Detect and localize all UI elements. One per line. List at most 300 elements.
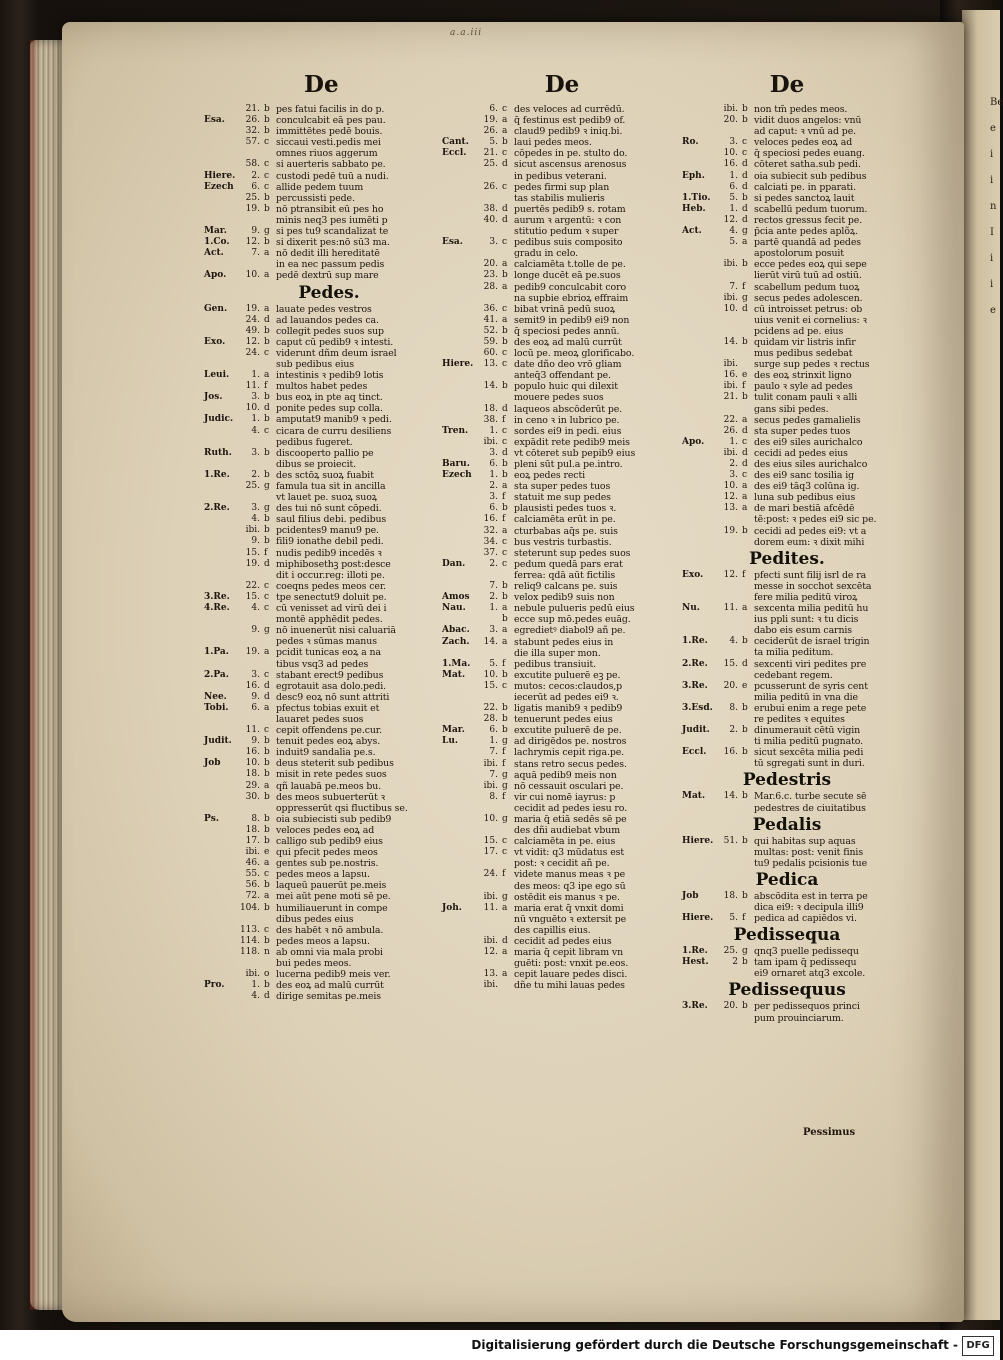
- concordance-entry: [204, 659, 454, 670]
- quotation-text: post: ꝛ cecidit añ pe.: [514, 858, 610, 870]
- concordance-entry: [682, 803, 892, 814]
- facing-page-fragment: n: [990, 201, 997, 212]
- quotation-text: viderunt dñm deum israel: [276, 347, 397, 359]
- section-letter: d: [742, 159, 748, 170]
- quotation-text: uius venit ei cornelius: ꝛ: [754, 314, 867, 326]
- chapter-number: 26.: [245, 115, 260, 126]
- book-reference: [682, 159, 716, 170]
- concordance-column-2: [442, 70, 682, 992]
- book-reference: [442, 980, 476, 991]
- section-letter: c: [264, 170, 270, 181]
- concordance-entry: [682, 171, 892, 182]
- chapter-number: [238, 614, 264, 625]
- concordance-entry: [442, 503, 682, 514]
- concordance-entry: [204, 814, 454, 825]
- chapter-number: [476, 248, 502, 259]
- concordance-entry: [204, 803, 454, 814]
- book-reference: [442, 193, 476, 204]
- book-reference: [204, 492, 238, 503]
- book-reference: Nee.: [204, 691, 227, 702]
- chapter-number: 46.: [245, 858, 260, 869]
- concordance-entry: [204, 115, 454, 126]
- book-reference: 1.Ma.: [442, 658, 471, 669]
- quotation-text: longe ducēt eā pe.suos: [514, 270, 621, 282]
- chapter-number: 19.: [245, 558, 260, 569]
- book-reference: [682, 348, 716, 359]
- concordance-entry: [204, 370, 454, 381]
- book-reference: [442, 825, 476, 836]
- quotation-text: ti milia peditū pugnato.: [754, 736, 864, 748]
- concordance-entry: [204, 836, 454, 847]
- section-letter: a: [264, 858, 270, 869]
- book-reference: 2.Re.: [204, 503, 230, 514]
- concordance-entry: [442, 614, 682, 625]
- chapter-number: [476, 193, 502, 204]
- section-letter: [742, 803, 754, 814]
- section-letter: [264, 359, 276, 370]
- book-reference: [682, 259, 716, 270]
- concordance-column-1: [204, 70, 454, 1002]
- concordance-entry: [442, 137, 682, 148]
- section-letter: b: [742, 957, 748, 968]
- chapter-number: 17.: [245, 836, 260, 846]
- concordance-entry: [442, 115, 682, 126]
- quotation-text: veloces pedes eoꝝ ad: [276, 824, 375, 836]
- concordance-entry: [682, 282, 892, 293]
- book-reference: 1.Pa.: [204, 647, 229, 658]
- book-reference: [204, 792, 238, 803]
- book-reference: [442, 892, 476, 903]
- quotation-text: des eoꝝ ad malū currūt: [276, 980, 384, 992]
- section-letter: d: [502, 936, 508, 947]
- quotation-text: pcidit tunicas eoꝝ a na: [276, 647, 381, 659]
- book-reference: [442, 282, 476, 293]
- book-reference: [204, 903, 238, 914]
- quotation-text: partē quandā ad pedes: [754, 237, 861, 249]
- section-letter: b: [502, 592, 508, 603]
- book-reference: [682, 392, 716, 403]
- chapter-number: 10.: [723, 148, 738, 159]
- chapter-number: 13.: [483, 969, 498, 980]
- quotation-text: surge sup pedes ꝛ rectus: [754, 359, 870, 371]
- section-letter: b: [502, 669, 508, 680]
- chapter-number: 20.: [723, 680, 738, 691]
- concordance-entry: [682, 747, 892, 758]
- quotation-text: conculcabit eā pes pau.: [276, 115, 386, 127]
- section-letter: c: [502, 303, 508, 314]
- section-letter: [502, 958, 514, 969]
- concordance-entry: [442, 226, 682, 237]
- concordance-entry: [204, 426, 454, 437]
- section-letter: b: [264, 736, 270, 747]
- section-letter: b: [742, 702, 748, 713]
- book-reference: [442, 869, 476, 880]
- book-reference: [442, 514, 476, 525]
- book-reference: Job: [204, 758, 221, 769]
- section-letter: [502, 370, 514, 381]
- book-reference: [204, 969, 238, 980]
- section-letter: [742, 736, 754, 747]
- section-letter: b: [502, 503, 508, 514]
- concordance-entry: [204, 858, 454, 869]
- book-reference: Ezech: [442, 470, 472, 481]
- section-letter: [502, 692, 514, 703]
- section-letter: [742, 847, 754, 858]
- book-reference: Judic.: [204, 414, 234, 425]
- section-letter: [502, 914, 514, 925]
- book-reference: [442, 448, 476, 459]
- chapter-number: 9.: [251, 691, 260, 702]
- book-reference: Heb.: [682, 203, 706, 214]
- concordance-entry: [682, 537, 892, 548]
- concordance-entry: [682, 636, 892, 647]
- book-reference: [204, 359, 238, 370]
- chapter-number: 5.: [729, 192, 738, 203]
- chapter-number: [238, 636, 264, 647]
- quotation-text: rectos gressus fecit pe.: [754, 214, 863, 226]
- concordance-entry: [204, 348, 454, 359]
- book-reference: Cant.: [442, 137, 469, 148]
- chapter-number: [716, 592, 742, 603]
- book-reference: [682, 758, 716, 769]
- concordance-entry: [442, 925, 682, 936]
- concordance-entry: [442, 903, 682, 914]
- concordance-entry: [442, 171, 682, 182]
- book-reference: [442, 925, 476, 936]
- chapter-number: 2.: [489, 592, 498, 603]
- quotation-text: sicut sexcēta milia pedi: [754, 747, 864, 759]
- quotation-text: cōteret satha.sub pedi.: [754, 159, 861, 171]
- concordance-entry: [204, 315, 454, 326]
- quotation-text: pedica ad capiēdos vi.: [754, 913, 857, 925]
- book-reference: [442, 492, 476, 503]
- book-reference: [204, 159, 238, 170]
- quotation-text: ta milia peditum.: [754, 647, 834, 659]
- book-reference: [442, 503, 476, 514]
- chapter-number: [716, 670, 742, 681]
- concordance-entry: [442, 148, 682, 159]
- quotation-text: vidit duos angelos: vnū: [754, 115, 862, 127]
- section-letter: c: [264, 669, 270, 680]
- section-letter: d: [502, 403, 508, 414]
- concordance-entry: [682, 725, 892, 736]
- chapter-number: ibi.: [483, 980, 498, 991]
- concordance-entry: [204, 769, 454, 780]
- chapter-number: 2: [732, 957, 738, 968]
- section-letter: c: [502, 348, 508, 359]
- chapter-number: 56.: [245, 880, 260, 891]
- book-reference: Mar.: [442, 725, 465, 736]
- section-letter: o: [264, 969, 270, 980]
- section-letter: [264, 459, 276, 470]
- book-reference: [204, 104, 238, 115]
- section-letter: d: [264, 558, 270, 569]
- concordance-entry: [442, 759, 682, 770]
- quotation-text: des habēt ꝛ nō ambula.: [276, 924, 384, 936]
- chapter-number: 16.: [723, 747, 738, 758]
- column-running-head: De: [544, 71, 580, 98]
- section-letter: f: [742, 281, 746, 292]
- section-letter: [502, 226, 514, 237]
- section-letter: a: [502, 115, 508, 126]
- book-reference: [682, 182, 716, 193]
- quotation-text: apostolorum posuit: [754, 248, 844, 260]
- section-letter: a: [264, 891, 270, 902]
- concordance-entry: [442, 526, 682, 537]
- section-letter: [742, 126, 754, 137]
- concordance-entry: [682, 592, 892, 603]
- chapter-number: 1.: [251, 414, 260, 425]
- section-letter: b: [264, 935, 270, 946]
- quotation-text: semit9 in pedib9 ei9 non: [514, 314, 630, 326]
- quotation-text: nebule pulueris pedū eius: [514, 603, 635, 615]
- concordance-entry: [442, 159, 682, 170]
- concordance-entry: [442, 858, 682, 869]
- section-letter: g: [264, 625, 270, 636]
- section-letter: [502, 293, 514, 304]
- chapter-number: [238, 958, 264, 969]
- chapter-number: [716, 647, 742, 658]
- concordance-entry: [682, 703, 892, 714]
- section-letter: d: [742, 425, 748, 436]
- section-letter: b: [264, 536, 270, 547]
- quotation-text: des meos: q3 ipe ego sū: [514, 880, 626, 892]
- chapter-number: 28.: [483, 714, 498, 725]
- quotation-text: tenuit pedes eoꝝ abys.: [276, 736, 381, 748]
- chapter-number: 24.: [245, 347, 260, 358]
- concordance-entry: [204, 237, 454, 248]
- concordance-entry: [204, 980, 454, 991]
- concordance-entry: [682, 1001, 892, 1012]
- lemma-heading: Pedissequa: [733, 925, 841, 946]
- chapter-number: [716, 537, 742, 548]
- section-letter: a: [264, 647, 270, 658]
- book-reference: [442, 404, 476, 415]
- quotation-text: custodi pedē tuū a nudi.: [276, 170, 389, 182]
- book-reference: Ro.: [682, 137, 699, 148]
- quotation-text: cecidit ad pedes iesu ro.: [514, 802, 628, 814]
- book-reference: [442, 958, 476, 969]
- book-reference: [682, 692, 716, 703]
- section-letter: [264, 215, 276, 226]
- chapter-number: 52.: [483, 325, 498, 336]
- book-reference: 1.Re.: [682, 636, 708, 647]
- section-letter: f: [502, 747, 506, 758]
- concordance-entry: [682, 791, 892, 802]
- section-letter: b: [742, 259, 748, 270]
- book-reference: [204, 891, 238, 902]
- chapter-number: 22.: [723, 414, 738, 425]
- facing-page-fragment: e: [990, 305, 996, 316]
- book-reference: Mar.: [204, 226, 227, 237]
- book-reference: 4.Re.: [204, 603, 230, 614]
- quotation-text: secus pedes adolescen.: [754, 292, 863, 304]
- concordance-entry: [442, 781, 682, 792]
- chapter-number: [716, 902, 742, 913]
- section-letter: [502, 248, 514, 259]
- book-reference: [682, 514, 716, 525]
- concordance-entry: [442, 958, 682, 969]
- dfg-logo: DFG: [962, 1336, 994, 1356]
- chapter-number: 24.: [483, 869, 498, 880]
- quotation-text: pcusserunt de syris cent: [754, 680, 868, 692]
- concordance-entry: [682, 836, 892, 847]
- book-reference: [204, 625, 238, 636]
- quotation-text: q̄ speciosi pedes annū.: [514, 325, 620, 337]
- quotation-text: per pedissequos princi: [754, 1001, 860, 1013]
- section-letter: b: [502, 459, 508, 469]
- chapter-number: 3.: [489, 492, 498, 503]
- book-reference: [204, 381, 238, 392]
- section-letter: f: [502, 514, 506, 525]
- section-letter: f: [264, 547, 268, 558]
- quotation-text: q̄ festinus est pedib9 of.: [514, 115, 626, 127]
- section-letter: b: [264, 447, 270, 458]
- section-letter: b: [502, 714, 508, 725]
- quotation-text: pedes meos a lapsu.: [276, 869, 370, 881]
- section-letter: [742, 348, 754, 359]
- concordance-entry: [442, 581, 682, 592]
- quotation-text: pedum quedā pars erat: [514, 558, 623, 570]
- concordance-entry: [442, 182, 682, 193]
- concordance-entry: [442, 792, 682, 803]
- chapter-number: 34.: [483, 536, 498, 547]
- concordance-entry: [204, 847, 454, 858]
- book-reference: Judit.: [204, 736, 232, 747]
- quotation-text: de mari bestiā afcēdē: [754, 503, 855, 515]
- book-reference: 3.Esd.: [682, 702, 713, 713]
- concordance-entry: [204, 215, 454, 226]
- book-reference: [442, 703, 476, 714]
- chapter-number: [716, 248, 742, 259]
- concordance-entry: [682, 248, 892, 259]
- quotation-text: laqueū pauerūt pe.meis: [276, 880, 387, 892]
- chapter-number: [476, 925, 502, 936]
- book-reference: [204, 559, 238, 570]
- concordance-entry: [682, 659, 892, 670]
- concordance-entry: [682, 193, 892, 204]
- quotation-text: pes fatui facilis in do p.: [276, 104, 385, 115]
- section-letter: [742, 592, 754, 603]
- section-letter: b: [502, 470, 508, 481]
- concordance-entry: [682, 437, 892, 448]
- concordance-entry: [204, 226, 454, 237]
- book-reference: [682, 481, 716, 492]
- chapter-number: 10.: [245, 403, 260, 414]
- chapter-number: 19.: [483, 115, 498, 126]
- book-reference: Job: [682, 890, 699, 901]
- quotation-text: calligo sub pedib9 eius: [276, 836, 383, 847]
- concordance-entry: [682, 1013, 892, 1024]
- quotation-text: oia subiecisti sub pedib9: [276, 813, 392, 825]
- funding-notice: Digitalisierung gefördert durch die Deutsche Forschungsgemeinschaft -: [471, 1338, 958, 1352]
- concordance-entry: [204, 947, 454, 958]
- lemma-heading: Pedites.: [749, 548, 825, 569]
- section-letter: a: [264, 303, 270, 314]
- chapter-number: ibi.: [483, 436, 498, 447]
- chapter-number: 19.: [723, 525, 738, 536]
- quotation-text: aquā pedib9 meis non: [514, 769, 617, 781]
- chapter-number: 9.: [251, 625, 260, 636]
- quotation-text: pcidens ad pe. eius: [754, 325, 844, 337]
- section-letter: [502, 803, 514, 814]
- chapter-number: 20.: [723, 115, 738, 126]
- concordance-entry: [682, 736, 892, 747]
- book-reference: 3.Re.: [682, 1001, 708, 1012]
- concordance-entry: [204, 725, 454, 736]
- concordance-entry: [442, 747, 682, 758]
- concordance-entry: [442, 404, 682, 415]
- concordance-entry: [204, 148, 454, 159]
- section-letter: c: [502, 104, 508, 114]
- chapter-number: [716, 858, 742, 869]
- quotation-text: re pedites ꝛ equites: [754, 713, 845, 725]
- chapter-number: ibi.: [245, 969, 260, 980]
- chapter-number: 14.: [723, 336, 738, 347]
- concordance-entry: [204, 714, 454, 725]
- section-letter: [742, 537, 754, 548]
- book-reference: Dan.: [442, 558, 466, 569]
- book-reference: Hest.: [682, 957, 709, 968]
- book-reference: [442, 437, 476, 448]
- section-letter: b: [264, 902, 270, 913]
- book-reference: [682, 370, 716, 381]
- concordance-entry: [204, 193, 454, 204]
- section-letter: c: [742, 148, 748, 159]
- concordance-entry: [442, 692, 682, 703]
- book-reference: [442, 836, 476, 847]
- concordance-entry: [204, 414, 454, 425]
- chapter-number: ibi.: [723, 381, 738, 392]
- section-letter: [742, 514, 754, 525]
- quotation-text: induit9 sandalia pe.s.: [276, 747, 376, 759]
- concordance-entry: [682, 226, 892, 237]
- book-reference: [204, 636, 238, 647]
- book-reference: [682, 293, 716, 304]
- chapter-number: 6.: [489, 725, 498, 736]
- concordance-entry: [442, 936, 682, 947]
- book-reference: [682, 625, 716, 636]
- section-letter: d: [264, 403, 270, 414]
- quotation-text: ponite pedes sup colla.: [276, 403, 383, 415]
- concordance-entry: [204, 204, 454, 215]
- section-letter: [264, 659, 276, 670]
- book-reference: [682, 537, 716, 548]
- chapter-number: 32.: [245, 126, 260, 137]
- concordance-entry: [682, 148, 892, 159]
- quotation-text: caput cū pedib9 ꝛ intesti.: [276, 336, 394, 348]
- section-letter: b: [502, 336, 508, 347]
- section-letter: c: [264, 159, 270, 170]
- section-letter: b: [502, 614, 508, 625]
- chapter-number: 32.: [483, 525, 498, 536]
- quotation-text: cū introisset petrus: ob: [754, 303, 863, 315]
- book-reference: [204, 481, 238, 492]
- concordance-entry: [442, 426, 682, 437]
- section-letter: [264, 492, 276, 503]
- book-reference: 2.Re.: [682, 658, 708, 669]
- section-letter: a: [264, 248, 270, 259]
- section-letter: c: [264, 181, 270, 192]
- chapter-number: 12.: [483, 947, 498, 958]
- quotation-text: plausisti pedes tuos ꝛ.: [514, 503, 617, 515]
- chapter-number: [476, 858, 502, 869]
- chapter-number: 2.: [489, 558, 498, 569]
- section-letter: c: [264, 425, 270, 436]
- chapter-number: 6.: [729, 181, 738, 192]
- book-reference: [442, 770, 476, 781]
- concordance-entry: [442, 603, 682, 614]
